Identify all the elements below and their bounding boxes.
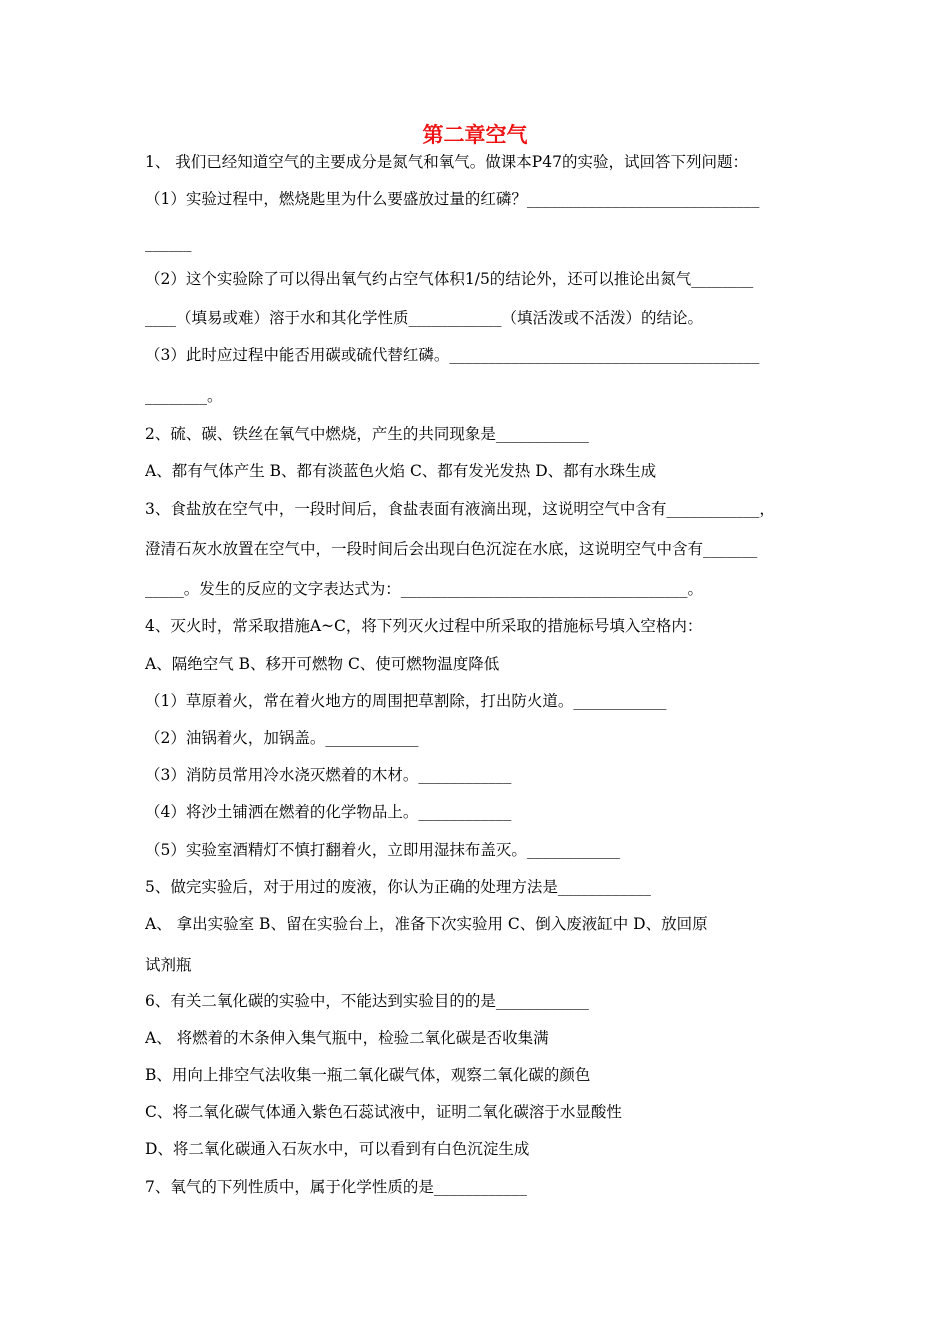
- question-6-option-d: D、将二氧化碳通入石灰水中，可以看到有白色沉淀生成: [145, 1140, 530, 1158]
- question-1-part-3: （3）此时应过程中能否用碳或硫代替红磷。________________________________________: [145, 346, 760, 364]
- question-2-stem: 2、硫、碳、铁丝在氧气中燃烧，产生的共同现象是____________: [145, 425, 589, 443]
- question-3-continued: 澄清石灰水放置在空气中，一段时间后会出现白色沉淀在水底，这说明空气中含有_______: [145, 540, 758, 558]
- question-4-options: A、隔绝空气 B、移开可燃物 C、使可燃物温度降低: [145, 655, 500, 673]
- question-3-equation: _____。发生的反应的文字表达式为：_____________________________________。: [145, 580, 704, 598]
- question-4-stem: 4、灭火时，常采取措施A~C，将下列灭火过程中所采取的措施标号填入空格内：: [145, 617, 703, 635]
- question-4-part-3: （3）消防员常用冷水浇灭燃着的木材。____________: [145, 766, 512, 784]
- question-4-part-2: （2）油锅着火，加锅盖。____________: [145, 729, 419, 747]
- question-4-part-4: （4）将沙土铺洒在燃着的化学物品上。____________: [145, 803, 512, 821]
- question-1-stem: 1、 我们已经知道空气的主要成分是氮气和氧气。做课本P47的实验，试回答下列问题：: [145, 153, 748, 171]
- question-2-options: A、都有气体产生 B、都有淡蓝色火焰 C、都有发光发热 D、都有水珠生成: [145, 462, 657, 480]
- question-6-option-b: B、用向上排空气法收集一瓶二氧化碳气体，观察二氧化碳的颜色: [145, 1066, 591, 1084]
- question-1-part-1: （1）实验过程中，燃烧匙里为什么要盛放过量的红磷？______________________________: [145, 190, 760, 208]
- question-7-stem: 7、氧气的下列性质中，属于化学性质的是____________: [145, 1178, 527, 1196]
- question-4-part-1: （1）草原着火，常在着火地方的周围把草割除，打出防火道。____________: [145, 692, 667, 710]
- question-1-part-2-continued: ____（填易或难）溶于水和其化学性质____________（填活泼或不活泼）的结论。: [145, 309, 704, 327]
- question-6-stem: 6、有关二氧化碳的实验中，不能达到实验目的的是____________: [145, 992, 589, 1010]
- question-5-options: A、 拿出实验室 B、留在实验台上，准备下次实验用 C、倒入废液缸中 D、放回原: [145, 915, 708, 933]
- question-6-option-c: C、将二氧化碳气体通入紫色石蕊试液中，证明二氧化碳溶于水显酸性: [145, 1103, 622, 1121]
- question-4-part-5: （5）实验室酒精灯不慎打翻着火，立即用湿抹布盖灭。____________: [145, 841, 620, 859]
- question-3-stem: 3、食盐放在空气中，一段时间后，食盐表面有液滴出现，这说明空气中含有____________，: [145, 500, 775, 518]
- question-1-part-1-continued: ______: [145, 234, 192, 252]
- question-5-stem: 5、做完实验后，对于用过的废液，你认为正确的处理方法是____________: [145, 878, 651, 896]
- question-1-part-3-continued: ________。: [145, 387, 223, 405]
- question-5-options-continued: 试剂瓶: [145, 956, 192, 974]
- question-1-part-2: （2）这个实验除了可以得出氧气约占空气体积1/5的结论外，还可以推论出氮气________: [145, 270, 754, 288]
- question-6-option-a: A、 将燃着的木条伸入集气瓶中，检验二氧化碳是否收集满: [145, 1029, 549, 1047]
- page-title: 第二章空气: [422, 123, 528, 147]
